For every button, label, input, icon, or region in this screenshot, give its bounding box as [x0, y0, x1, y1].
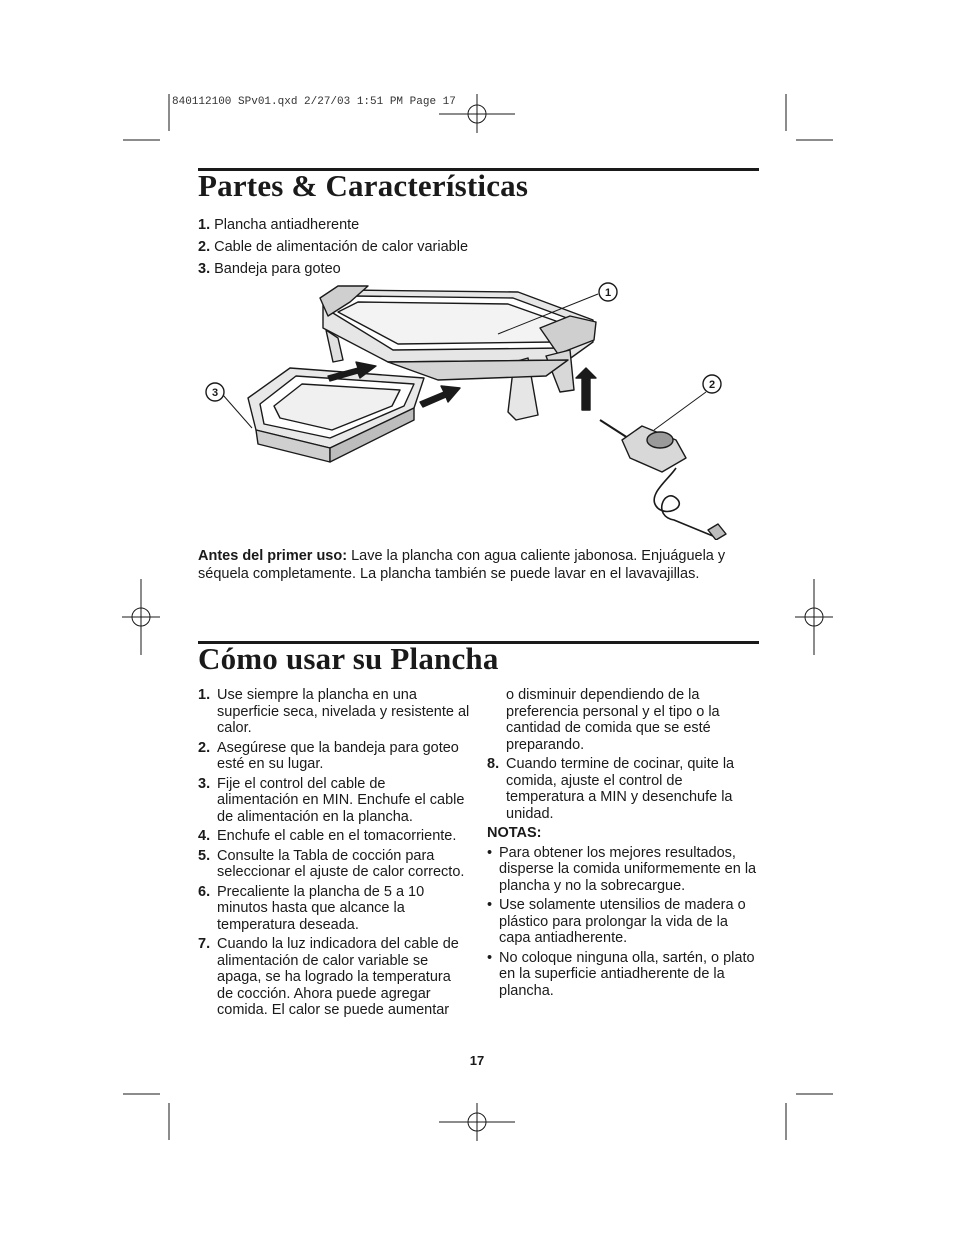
griddle-illustration [198, 280, 758, 540]
registration-mark-right [795, 579, 833, 655]
bullet-icon: • [487, 897, 493, 913]
callout-leader-3 [223, 395, 252, 428]
note-item: • No coloque ninguna olla, sartén, o plato en la superficie antiadherente de la plancha. [487, 949, 755, 999]
callout-leader-2 [654, 392, 706, 430]
list-item-continued: o disminuir dependiendo de la preferencia personal y el tipo o la cantidad de comida que se esté preparando. [506, 687, 720, 753]
bullet-icon: • [487, 949, 493, 966]
list-item: 7. Cuando la luz indicadora del cable de alimentación de calor variable se apaga, se ha logrado la temperatura de cocción. Ahora puede agregar comida. El calor se puede aumentar [198, 936, 459, 1018]
page-number: 17 [469, 1053, 485, 1068]
list-item: 1. Plancha antiadherente [198, 217, 360, 233]
registration-mark-left [122, 579, 160, 655]
steps-column-left [198, 687, 470, 1022]
callout-number-3: 3 [211, 387, 219, 399]
bullet-icon: • [487, 844, 493, 861]
first-use-paragraph [198, 547, 758, 583]
list-item: 4. Enchufe el cable en el tomacorriente. [198, 828, 457, 844]
list-item: 3. Fije el control del cable de alimentación en MIN. Enchufe el cable de alimentación en la plancha. [198, 775, 465, 825]
registration-mark-bottom [439, 1103, 515, 1141]
first-use-label: Antes del primer uso: [198, 548, 348, 564]
callout-number-1: 1 [604, 287, 612, 299]
list-item: 8. Cuando termine de cocinar, quite la comida, ajuste el control de temperatura a MIN y desenchufe la unidad. [487, 756, 735, 822]
power-plug [708, 524, 726, 540]
list-item: 3. Bandeja para goteo [198, 261, 341, 277]
steps-column-right [487, 687, 759, 1002]
list-item: 2. Cable de alimentación de calor variable [198, 239, 469, 255]
note-item: • Para obtener los mejores resultados, disperse la comida uniformemente en la plancha y no la sobrecargue. [487, 844, 757, 894]
arrow-icon [576, 368, 596, 410]
first-use-text: Lave la plancha con agua caliente jabonosa. Enjuáguela y séquela completamente. La plancha también se puede lavar en el lavavajillas. [198, 548, 726, 582]
section-title-usage: Cómo usar su Plancha [198, 641, 499, 676]
section-title-parts: Partes & Características [198, 168, 529, 203]
list-item: 6. Precaliente la plancha de 5 a 10 minutos hasta que alcance la temperatura deseada. [198, 883, 425, 933]
arrow-icon [420, 386, 460, 407]
list-item: 5. Consulte la Tabla de cocción para seleccionar el ajuste de calor correcto. [198, 847, 465, 880]
callout-number-2: 2 [708, 379, 716, 391]
note-item: • Use solamente utensilios de madera o plástico para prolongar la vida de la capa antiadherente. [487, 897, 746, 946]
notes-heading: NOTAS: [487, 825, 542, 841]
parts-list [198, 214, 468, 280]
list-item: 1. Use siempre la plancha en una superficie seca, nivelada y resistente al calor. [198, 687, 470, 736]
list-item: 2. Asegúrese que la bandeja para goteo esté en su lugar. [198, 739, 459, 772]
file-slug: 840112100 SPv01.qxd 2/27/03 1:51 PM Page 17 [172, 96, 456, 108]
power-cord [600, 420, 628, 438]
